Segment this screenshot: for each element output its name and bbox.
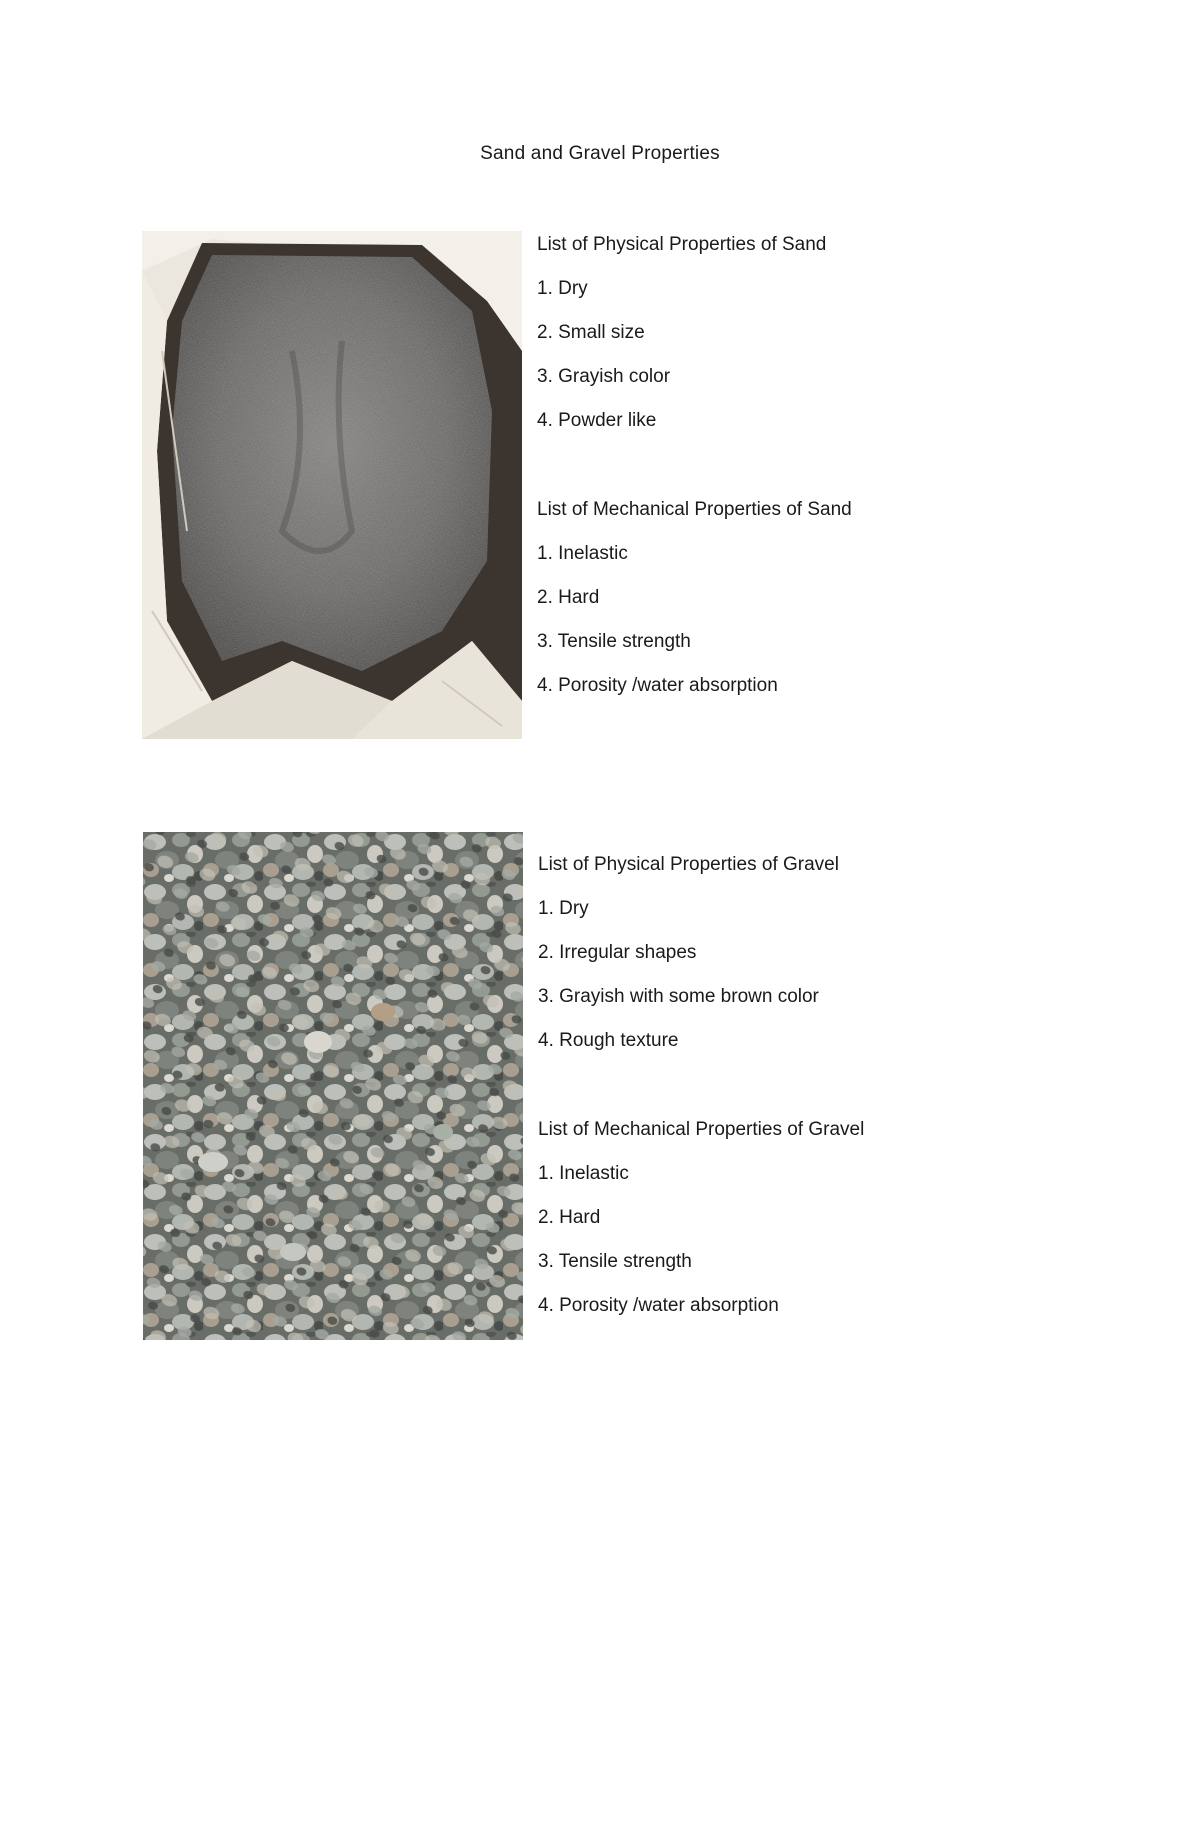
gravel-physical-heading: List of Physical Properties of Gravel (538, 854, 839, 875)
gravel-mechanical-item: 4. Porosity /water absorption (538, 1295, 779, 1316)
gravel-mechanical-item: 3. Tensile strength (538, 1251, 692, 1272)
document-title: Sand and Gravel Properties (480, 143, 720, 164)
sand-mechanical-item: 4. Porosity /water absorption (537, 675, 778, 696)
gravel-properties (538, 855, 864, 1340)
gravel-physical-item: 4. Rough texture (538, 1030, 679, 1051)
sand-properties (537, 235, 852, 720)
sand-mechanical-item: 3. Tensile strength (537, 631, 691, 652)
gravel-mechanical-heading: List of Mechanical Properties of Gravel (538, 1119, 865, 1140)
sand-physical-item: 1. Dry (537, 278, 588, 299)
sand-photo (142, 231, 522, 739)
sand-mechanical-item: 1. Inelastic (537, 543, 628, 564)
sand-physical-item: 3. Grayish color (537, 366, 671, 387)
sand-physical-item: 4. Powder like (537, 410, 657, 431)
sand-physical-heading: List of Physical Properties of Sand (537, 234, 827, 255)
gravel-physical-item: 3. Grayish with some brown color (538, 986, 819, 1007)
gravel-photo (143, 832, 523, 1340)
sand-mechanical-heading: List of Mechanical Properties of Sand (537, 499, 852, 520)
gravel-mechanical-item: 1. Inelastic (538, 1163, 629, 1184)
sand-physical-item: 2. Small size (537, 322, 645, 343)
gravel-mechanical-item: 2. Hard (538, 1207, 601, 1228)
sand-mechanical-item: 2. Hard (537, 587, 600, 608)
gravel-physical-item: 2. Irregular shapes (538, 942, 697, 963)
gravel-physical-item: 1. Dry (538, 898, 589, 919)
